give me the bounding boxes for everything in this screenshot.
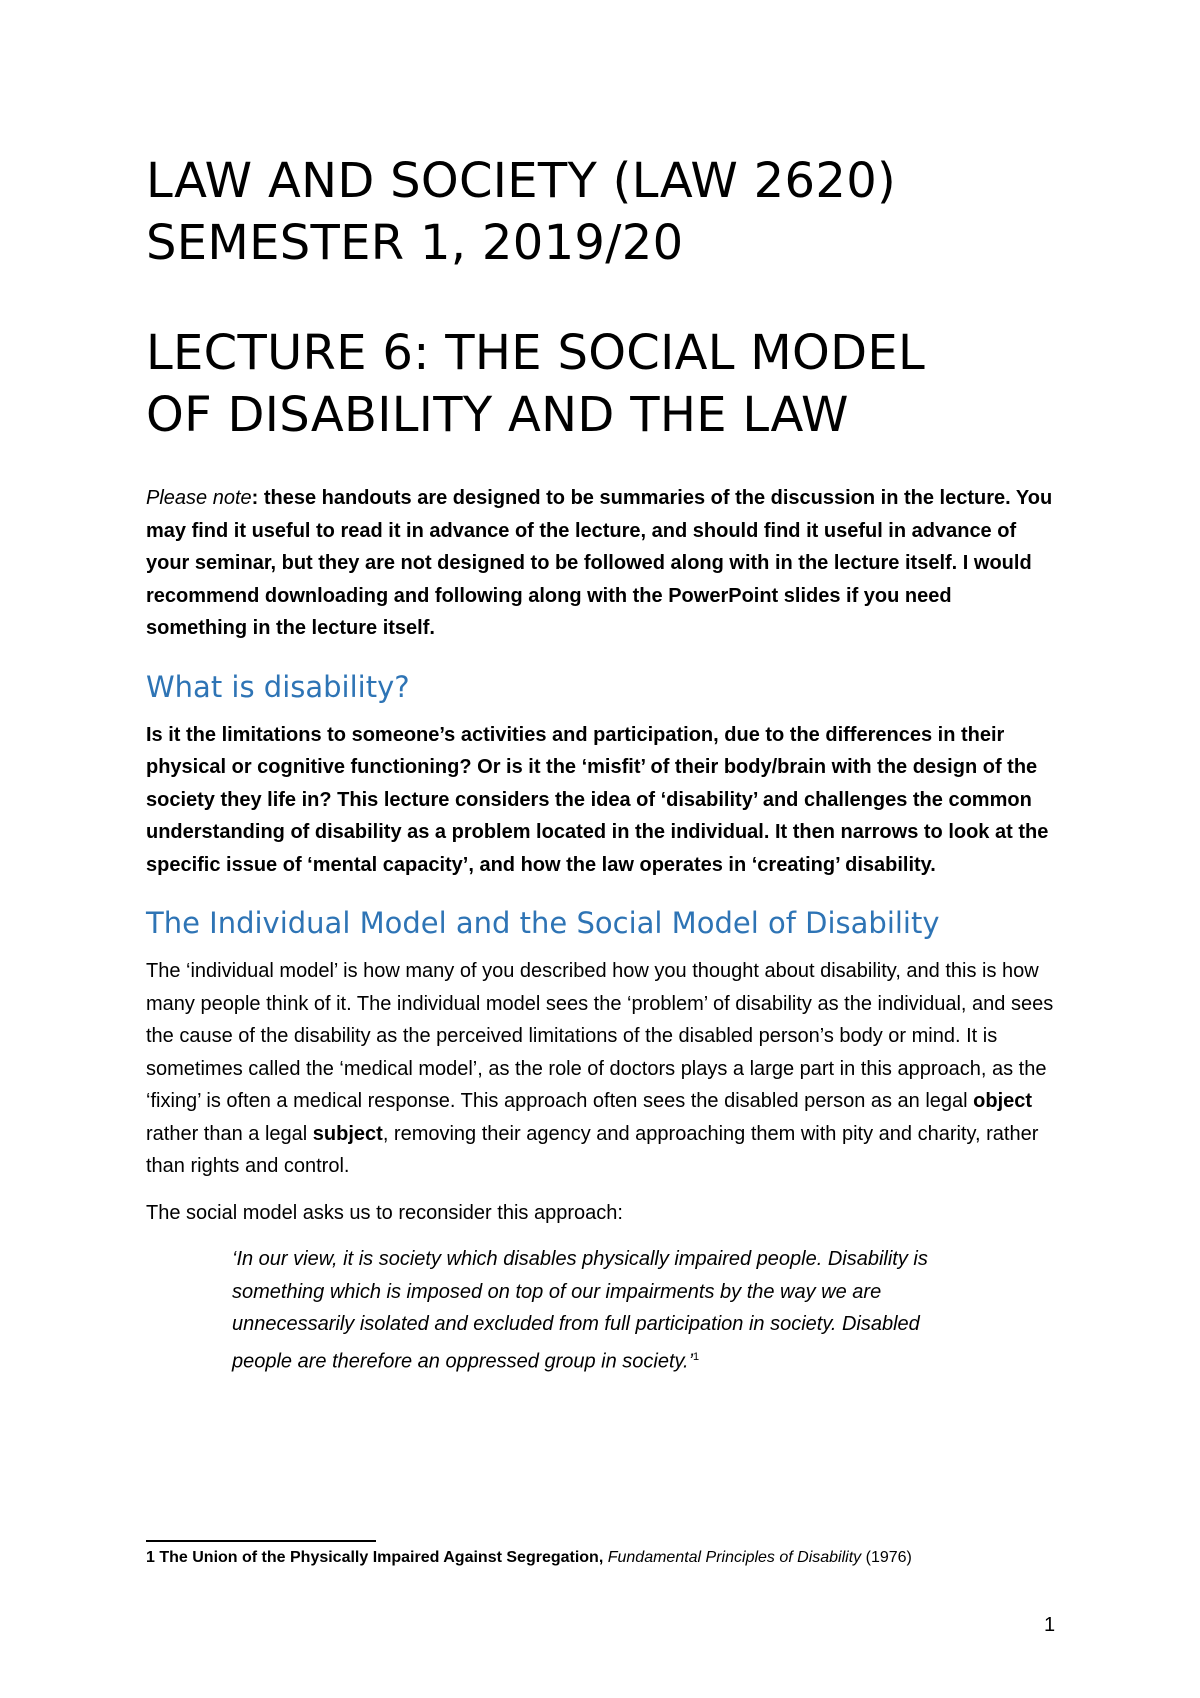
footnote-marker[interactable]: 1 — [693, 1350, 700, 1363]
section-heading-what-is-disability: What is disability? — [146, 669, 410, 704]
document-content — [146, 150, 1056, 1378]
footnote-author: 1 The Union of the Physically Impaired Against Segregation, — [146, 1549, 608, 1566]
section2-text-part2: rather than a legal — [146, 1122, 313, 1145]
emphasis-subject: subject — [312, 1122, 383, 1145]
section-heading-individual-social-model: The Individual Model and the Social Model of Disability — [146, 906, 940, 940]
section2-paragraph — [146, 955, 1056, 1183]
section2-text-part1: The ‘individual model’ is how many of you described how you thought about disability, and this is how many people think of it. The individual model sees the ‘problem’ of disability as the individual, and sees the cause of the disability as the perceived limitations of the disabled person’s body or mind. It is sometimes called the ‘medical model’, as the role of doctors plays a large part in this approach, as the ‘fixing’ is often a medical response. This approach often sees the disabled person as an legal — [146, 960, 1054, 1112]
course-title: LAW AND SOCIETY (LAW 2620) — [146, 153, 897, 209]
lecture-title-block — [146, 322, 1056, 446]
please-note-lead: Please note — [146, 487, 252, 509]
lecture-title-line-2: OF DISABILITY AND THE LAW — [146, 387, 849, 443]
section1-paragraph: Is it the limitations to someone’s activities and participation, due to the differences in their physical or cognitive functioning? Or is it the ‘misfit’ of their body/brain with the design of the society they life in? This lecture considers the idea of ‘disability’ and challenges the common understanding of disability as a problem located in the individual. It then narrows to look at the specific issue of ‘mental capacity’, and how the law operates in ‘creating’ disability. — [146, 723, 1049, 876]
footnote-separator — [146, 1540, 376, 1542]
please-note-text: : these handouts are designed to be summaries of the discussion in the lecture. You may find it useful to read it in advance of the lecture, and should find it useful in advance of your seminar, but they are not designed to be followed along with in the lecture itself. I would recommend downloading and following along with the PowerPoint slides if you need something in the lecture itself. — [146, 487, 1053, 639]
footnote — [146, 1547, 1056, 1569]
lecture-title-line-1: LECTURE 6: THE SOCIAL MODEL — [146, 325, 926, 381]
section2-text-part3: , removing their agency and approaching them with pity and charity, rather than rights and control. — [146, 1122, 1039, 1177]
please-note-paragraph — [146, 482, 1056, 645]
quote-intro: The social model asks us to reconsider this approach: — [146, 1201, 623, 1224]
course-title-block — [146, 150, 1056, 274]
quote-text: ‘In our view, it is society which disables physically impaired people. Disability is something which is imposed on top of our impairments by the way we are unnecessarily isolated and excluded from full participation in society. Disabled people are therefore an oppressed group in society.’ — [232, 1248, 928, 1373]
page-number: 1 — [1044, 1614, 1056, 1636]
footnote-year: (1976) — [861, 1549, 912, 1566]
block-quote — [232, 1243, 932, 1378]
footnote-work-title: Fundamental Principles of Disability — [607, 1549, 862, 1566]
semester-title: SEMESTER 1, 2019/20 — [146, 215, 684, 271]
emphasis-object: object — [973, 1090, 1033, 1112]
